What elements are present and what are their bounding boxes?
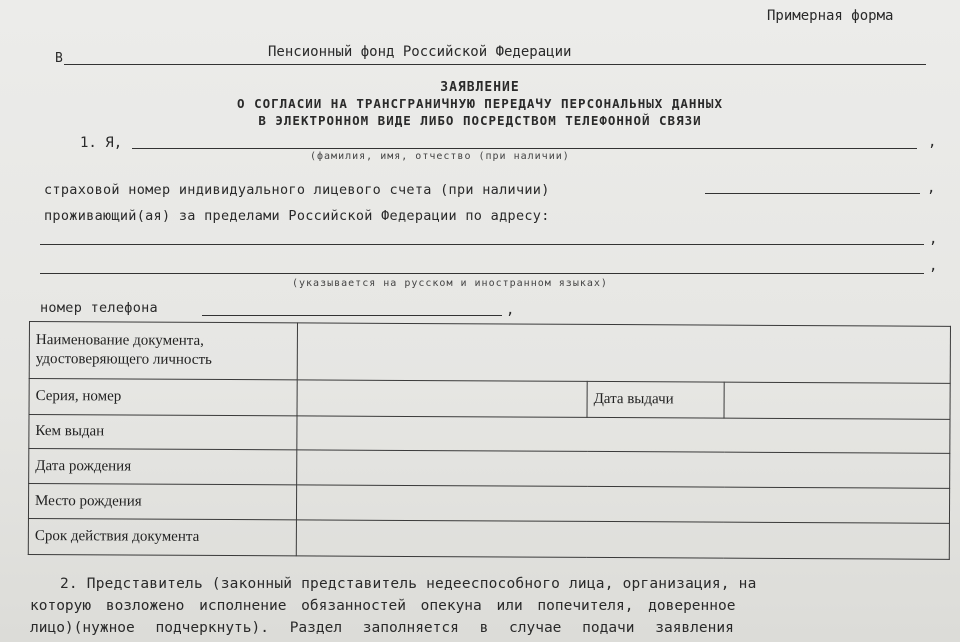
doc-name-label: Наименование документа, удостоверяющего личность xyxy=(29,322,297,380)
item2-line-2: которую возложено исполнение обязанностей опекуна или попечителя, доверенное xyxy=(30,598,736,614)
birth-date-field[interactable] xyxy=(297,450,950,488)
address-label: проживающий(ая) за пределами Российской Федерации по адресу: xyxy=(44,208,550,224)
phone-field[interactable] xyxy=(202,315,502,316)
address-comma-1: , xyxy=(929,231,938,247)
series-label: Серия, номер xyxy=(29,379,297,416)
address-comma-2: , xyxy=(929,258,938,274)
issue-date-field[interactable] xyxy=(724,382,950,419)
fullname-hint: (фамилия, имя, отчество (при наличии) xyxy=(310,151,570,162)
addressee-value: Пенсионный фонд Российской Федерации xyxy=(268,44,572,60)
table-row xyxy=(29,449,950,489)
issue-date-label: Дата выдачи xyxy=(587,381,724,418)
validity-field[interactable] xyxy=(296,520,949,559)
fullname-field[interactable] xyxy=(132,148,917,149)
doc-name-field[interactable] xyxy=(297,323,950,383)
address-field-2[interactable] xyxy=(40,273,924,274)
table-row xyxy=(29,379,950,420)
table-row xyxy=(29,415,950,454)
table-row xyxy=(29,322,950,384)
snils-field[interactable] xyxy=(705,193,920,194)
addressee-prefix: В xyxy=(55,51,63,66)
table-row xyxy=(28,484,949,524)
issued-by-field[interactable] xyxy=(297,416,950,453)
form-subtitle-2: В ЭЛЕКТРОННОМ ВИДЕ ЛИБО ПОСРЕДСТВОМ ТЕЛЕФОННОЙ СВЯЗИ xyxy=(258,113,702,128)
addressee-line[interactable] xyxy=(64,64,926,65)
birth-place-field[interactable] xyxy=(296,485,949,523)
phone-comma: , xyxy=(506,302,515,318)
snils-label: страховой номер индивидуального лицевого счета (при наличии) xyxy=(44,182,550,198)
series-field[interactable] xyxy=(297,380,587,418)
identity-document-table xyxy=(28,321,951,560)
item1-label: 1. Я, xyxy=(80,135,123,151)
address-hint: (указывается на русском и иностранном языках) xyxy=(292,278,608,289)
table-row xyxy=(28,518,949,559)
fullname-comma: , xyxy=(928,134,937,150)
phone-label: номер телефона xyxy=(40,300,158,316)
form-subtitle-1: О СОГЛАСИИ НА ТРАНСГРАНИЧНУЮ ПЕРЕДАЧУ ПЕРСОНАЛЬНЫХ ДАННЫХ xyxy=(237,96,723,111)
header-note: Примерная форма xyxy=(767,8,894,24)
issued-by-label: Кем выдан xyxy=(29,415,297,450)
snils-comma: , xyxy=(927,180,936,196)
item2-line-3: лицо)(нужное подчеркнуть). Раздел заполняется в случае подачи заявления xyxy=(30,620,734,636)
validity-label: Срок действия документа xyxy=(28,518,296,555)
birth-date-label: Дата рождения xyxy=(29,449,297,485)
item2-line-1: 2. Представитель (законный представитель недееспособного лица, организация, на xyxy=(60,576,757,592)
address-field-1[interactable] xyxy=(40,244,924,245)
birth-place-label: Место рождения xyxy=(28,484,296,520)
form-title: ЗАЯВЛЕНИЕ xyxy=(440,80,520,95)
